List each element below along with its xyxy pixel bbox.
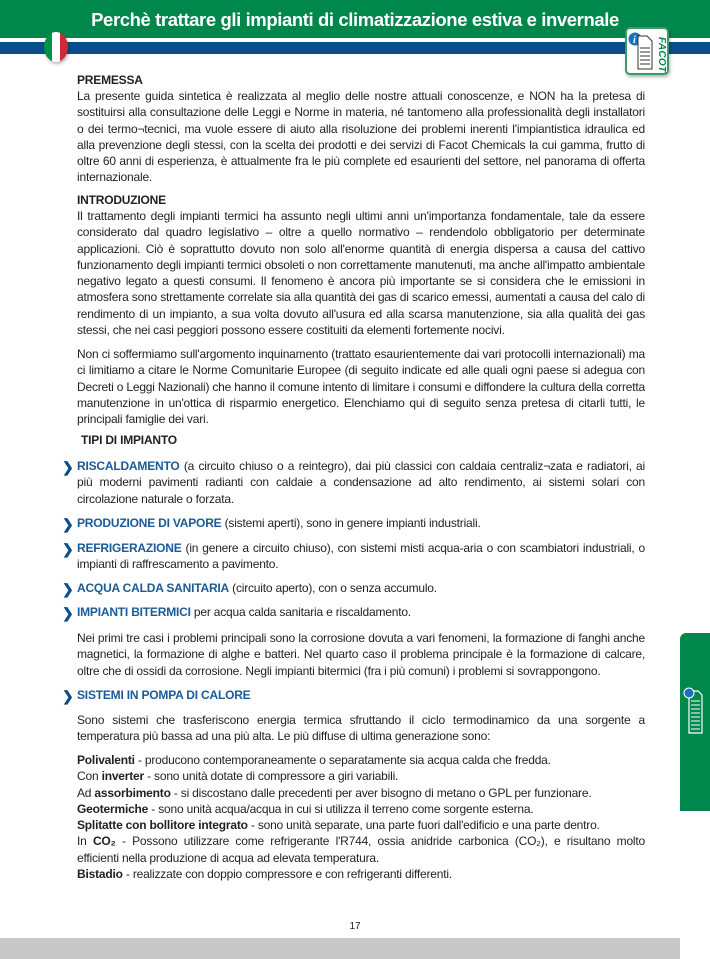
item-keyword: PRODUZIONE DI VAPORE	[77, 516, 222, 530]
chevron-right-icon: ❯	[62, 605, 74, 621]
list-item	[62, 515, 645, 531]
list-item: In CO₂ - Possono utilizzare come refrigerante l'R744, ossia anidride carbonica (CO₂), e risultano molto efficienti nella produzione di acqua ad elevata temperatura.	[77, 834, 645, 865]
pompa-list	[77, 752, 645, 882]
item-keyword: IMPIANTI BITERMICI	[77, 605, 191, 619]
problemi-text: Nei primi tre casi i problemi principali sono la corrosione dovuta a vari fenomeni, la formazione di fanghi anche magnetici, la formazione di alghe e batteri. Nel quarto caso il problema principale è la formazione di calcare, oltre che di ossidi da corrosione. Negli impianti bitermici (fra i più comuni) i problemi si sovrappongono.	[77, 631, 645, 678]
list-item: Bistadio - realizzate con doppio compressore e con refrigeranti differenti.	[77, 867, 452, 882]
heading-premessa: PREMESSA	[77, 73, 143, 87]
section-premessa	[77, 72, 645, 186]
item-text: per acqua calda sanitaria e riscaldamento.	[190, 605, 411, 619]
chevron-right-icon: ❯	[62, 459, 74, 475]
pompa-intro-text: Sono sistemi che trasferiscono energia termica sfruttando il ciclo termodinamico da una sorgente a temperatura più bassa ad una più alta. Le più diffuse di ultima generazione sono:	[77, 713, 645, 744]
chevron-right-icon: ❯	[62, 581, 74, 597]
side-tab[interactable]	[680, 633, 710, 811]
list-item: Polivalenti - producono contemporaneamente o separatamente sia acqua calda che fredda.	[77, 753, 551, 767]
heading-pompa	[62, 687, 645, 703]
item-keyword: REFRIGERAZIONE	[77, 541, 182, 555]
list-item: Con inverter - sono unità dotate di compressore a giri variabili.	[77, 769, 399, 784]
list-item: Geotermiche - sono unità acqua/acqua in cui si utilizza il terreno come sorgente esterna.	[77, 801, 534, 816]
item-keyword: ACQUA CALDA SANITARIA	[77, 581, 230, 595]
heading-tipi	[81, 432, 649, 448]
chevron-right-icon: ❯	[62, 516, 74, 532]
svg-text:i: i	[633, 35, 636, 46]
item-text: (sistemi aperti), sono in genere impianti industriali.	[221, 516, 481, 530]
list-item	[62, 540, 645, 573]
italian-flag-icon	[44, 32, 68, 62]
heading-introduzione: INTRODUZIONE	[77, 193, 166, 207]
introduzione-text: Il trattamento degli impianti termici ha assunto negli ultimi anni un'importanza fondamentale, tale da essere considerato dal quadro legislativo – oltre a quello normativo – rendendolo obbligatorio per determinate applicazioni. Ciò è soprattutto dovuto non solo all'enorme quantità di energia dispersa a causa del cattivo funzionamento degli impianti termici obsoleti o non correttamente manutenuti, ma anche all'impatto ambientale negativo legato a questi consumi. Il fenomeno è ancora più importante se si considera che le emissioni in atmosfera sono strettamente correlate sia alla quantità dei gas di scarico emessi, aumentati a causa del calo di rendimento di un impianto, a sua volta dovuto all'usura ed alla scarsa manutenzione, sia alla qualità dei gas stessi, che nei casi peggiori possono essere costituiti da elementi fortemente nocivi.	[77, 209, 645, 338]
list-item	[62, 604, 645, 620]
inquinamento-text: Non ci soffermiamo sull'argomento inquinamento (trattato esaurientemente dai vari protocolli internazionali) ma ci limitiamo a citare le Norme Comunitarie Europee (di seguito indicate ed alle quali ogni paese si adegua con Decreti o Leggi Nazionali) che hanno il comune intento di limitare i consumi e diffondere la cultura della corretta manutenzione in un'ottica di risparmio energetico. Elenchiamo qui di seguito senza pretesa di citarli tutti, le principali famiglie dei vari.	[77, 347, 645, 427]
item-text: (a circuito chiuso o a reintegro), dai più classici con caldaia centraliz¬zata e radiatori, ai più moderni pavimenti radianti con caldaie a condensazione ad alto rendimento, ai sistemi solari con circolazione naturale o forzata.	[77, 459, 645, 506]
page-title: Perchè trattare gli impianti di climatizzazione estiva e invernale	[91, 9, 619, 30]
list-item: Splitatte con bollitore integrato - sono unità separate, una parte fuori dall'edificio e una parte dentro.	[77, 818, 600, 833]
paragraph-problemi	[77, 630, 645, 679]
item-keyword: RISCALDAMENTO	[77, 459, 180, 473]
list-item: Ad assorbimento - si discostano dalle precedenti per aver bisogno di metano o GPL per funzionare.	[77, 785, 592, 800]
facot-info-document-icon	[625, 27, 669, 75]
info-document-icon	[627, 31, 657, 73]
info-document-icon	[680, 633, 710, 811]
blue-band	[0, 42, 710, 54]
chevron-right-icon: ❯	[62, 541, 74, 557]
header-bar	[0, 0, 710, 38]
page-number: 17	[349, 921, 361, 932]
list-item	[62, 580, 645, 596]
premessa-text: La presente guida sintetica è realizzata al meglio delle nostre attuali conoscenze, e NON ha la pretesa di sostituirsi alla consultazione delle Leggi e Norme in materia, né tantomeno alla professionalità degli installatori o dei termo¬tecnici, ma vuole essere di aiuto alla risoluzione dei problemi inerenti l'impiantistica idraulica ed alla prevenzione degli stessi, con la scelta dei prodotti e dei servizi di Facot Chemicals la cui gamma, frutto di oltre 60 anni di esperienza, è attualmente fra le più complete ed esaurienti del settore, nel panorama di offerta internazionale.	[77, 89, 645, 185]
item-text: (in genere a circuito chiuso), con sistemi misti acqua-aria o con scambiatori industriali, o impianti di raffrescamento a pavimento.	[77, 541, 645, 572]
chevron-right-icon: ❯	[62, 688, 74, 704]
paragraph-inquinamento	[77, 346, 645, 427]
item-text: (circuito aperto), con o senza accumulo.	[229, 581, 437, 595]
tipi-heading: TIPI DI IMPIANTO	[81, 433, 177, 447]
paragraph-pompa-intro	[77, 712, 645, 745]
list-item	[62, 458, 645, 507]
section-introduzione	[77, 192, 645, 338]
pompa-heading: SISTEMI IN POMPA DI CALORE	[77, 688, 251, 702]
facot-logo-text: FACOT	[656, 37, 667, 73]
footer-bar	[0, 938, 680, 959]
